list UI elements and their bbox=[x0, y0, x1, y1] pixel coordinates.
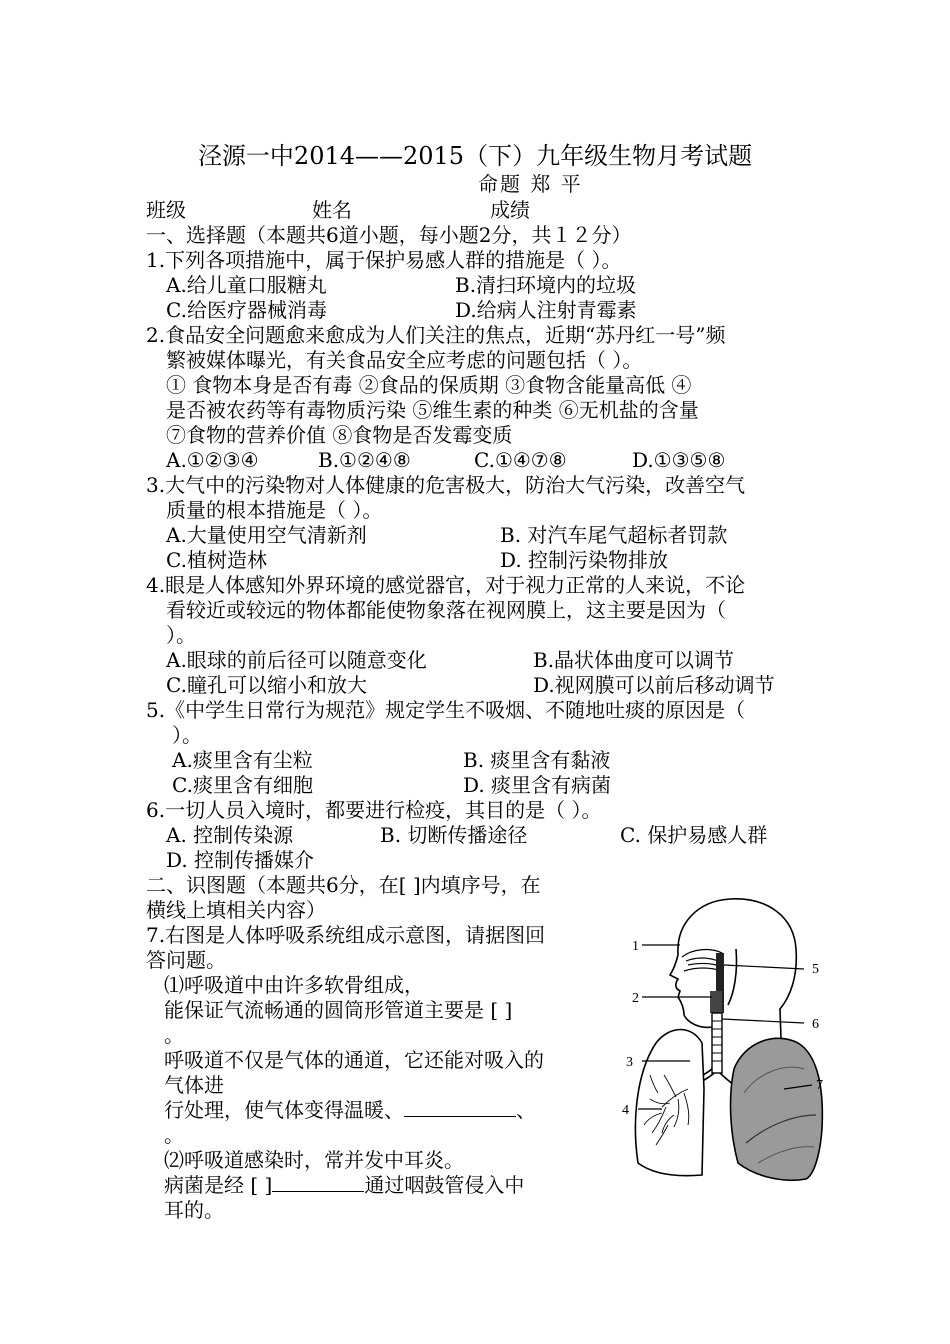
q7-part1-line6 bbox=[164, 1098, 536, 1123]
q7-part1-line3: 。 bbox=[164, 1023, 184, 1047]
q2-option-a: A.①②③④ bbox=[166, 448, 259, 472]
q6-option-a: A. 控制传染源 bbox=[166, 823, 294, 847]
diagram-label-5: 5 bbox=[812, 962, 819, 977]
diagram-label-2: 2 bbox=[632, 991, 639, 1006]
q7-stem-line1: 7.右图是人体呼吸系统组成示意图，请据图回 bbox=[146, 923, 546, 947]
q1-option-d: D.给病人注射青霉素 bbox=[455, 298, 637, 322]
q7-part2-line2-end: 通过咽鼓管侵入中 bbox=[364, 1173, 525, 1197]
q2-items-line2: 是否被农药等有毒物质污染 ⑤维生素的种类 ⑥无机盐的含量 bbox=[166, 398, 699, 422]
name-label: 姓名 bbox=[312, 198, 352, 222]
q2-option-d: D.①③⑤⑧ bbox=[632, 448, 726, 472]
left-lung bbox=[635, 1030, 704, 1176]
diagram-label-7: 7 bbox=[816, 1078, 823, 1093]
score-label: 成绩 bbox=[490, 198, 530, 222]
q6-option-b: B. 切断传播途径 bbox=[380, 823, 528, 847]
q5-option-d: D. 痰里含有病菌 bbox=[463, 773, 612, 797]
q4-stem-line2: 看较近或较远的物体都能使物象落在视网膜上，这主要是因为（ bbox=[166, 598, 726, 622]
q7-part2-line1: ⑵呼吸道感染时，常并发中耳炎。 bbox=[164, 1148, 464, 1172]
q3-option-c: C.植树造林 bbox=[166, 548, 267, 572]
q7-part2-line2 bbox=[164, 1173, 524, 1198]
q2-option-c: C.①④⑦⑧ bbox=[474, 448, 567, 472]
q5-option-b: B. 痰里含有黏液 bbox=[463, 748, 611, 772]
diagram-label-6: 6 bbox=[812, 1017, 819, 1032]
q3-option-a: A.大量使用空气清新剂 bbox=[166, 523, 367, 547]
q6-stem: 6.一切人员入境时，都要进行检疫，其目的是（ ）。 bbox=[146, 798, 602, 822]
q5-option-c: C.痰里含有细胞 bbox=[172, 773, 313, 797]
q7-part1-line1: ⑴呼吸道中由许多软骨组成， bbox=[164, 973, 424, 997]
class-label: 班级 bbox=[146, 198, 186, 222]
q4-option-a: A.眼球的前后径可以随意变化 bbox=[166, 648, 427, 672]
q7-part2-line3: 耳的。 bbox=[164, 1198, 224, 1222]
diagram-label-4: 4 bbox=[622, 1103, 629, 1118]
q7-stem-line2: 答问题。 bbox=[146, 948, 226, 972]
respiratory-system-diagram bbox=[618, 893, 836, 1185]
diagram-label-3: 3 bbox=[626, 1055, 633, 1070]
q3-stem-line1: 3.大气中的污染物对人体健康的危害极大，防治大气污染，改善空气 bbox=[146, 473, 746, 497]
right-lung bbox=[731, 1038, 823, 1180]
q7-part1-line6-text: 行处理，使气体变得温暖、 bbox=[164, 1098, 404, 1122]
q5-stem-line2: ）。 bbox=[172, 723, 202, 747]
q7-part1-line6-end: 、 bbox=[516, 1098, 536, 1122]
exam-title: 泾源一中2014——2015（下）九年级生物月考试题 bbox=[197, 142, 753, 170]
q1-option-a: A.给儿童口服糖丸 bbox=[166, 273, 327, 297]
answer-blank-2[interactable] bbox=[272, 1173, 364, 1192]
q1-option-c: C.给医疗器械消毒 bbox=[166, 298, 327, 322]
pharynx-larynx bbox=[710, 953, 724, 1013]
q4-option-b: B.晶状体曲度可以调节 bbox=[533, 648, 735, 672]
q7-part2-line2-start: 病菌是经 [ ] bbox=[164, 1173, 273, 1197]
q5-option-a: A.痰里含有尘粒 bbox=[172, 748, 313, 772]
diagram-label-1: 1 bbox=[632, 939, 639, 954]
section2-heading-line2: 横线上填相关内容） bbox=[146, 898, 326, 922]
section1-heading: 一、选择题（本题共6道小题，每小题2分，共１２分） bbox=[146, 223, 632, 247]
q2-items-line1: ① 食物本身是否有毒 ②食品的保质期 ③食物含能量高低 ④ bbox=[166, 373, 692, 397]
q1-stem: 1.下列各项措施中，属于保护易感人群的措施是（ ）。 bbox=[146, 248, 622, 272]
q7-part1-line5: 气体进 bbox=[164, 1073, 224, 1097]
q2-stem-line1: 2.食品安全问题愈来愈成为人们关注的焦点，近期“苏丹红一号”频 bbox=[146, 323, 726, 347]
q7-part1-line2: 能保证气流畅通的圆筒形管道主要是 [ ] bbox=[164, 998, 513, 1022]
q4-stem-line1: 4.眼是人体感知外界环境的感觉器官，对于视力正常的人来说，不论 bbox=[146, 573, 746, 597]
trachea bbox=[712, 1013, 722, 1073]
q7-part1-line4: 呼吸道不仅是气体的通道，它还能对吸入的 bbox=[164, 1048, 544, 1072]
section2-heading-line1: 二、识图题（本题共6分，在[ ]内填序号，在 bbox=[146, 873, 541, 897]
q5-stem-line1: 5.《中学生日常行为规范》规定学生不吸烟、不随地吐痰的原因是（ bbox=[146, 698, 746, 722]
q4-option-c: C.瞳孔可以缩小和放大 bbox=[166, 673, 367, 697]
q3-option-d: D. 控制污染物排放 bbox=[500, 548, 669, 572]
q4-stem-line3: ）。 bbox=[166, 623, 196, 647]
answer-blank-1[interactable] bbox=[404, 1098, 516, 1117]
author-line: 命题 郑 平 bbox=[478, 172, 583, 196]
q1-option-b: B.清扫环境内的垃圾 bbox=[455, 273, 637, 297]
q3-stem-line2: 质量的根本措施是（ ）。 bbox=[166, 498, 383, 522]
q3-option-b: B. 对汽车尾气超标者罚款 bbox=[500, 523, 728, 547]
q2-option-b: B.①②④⑧ bbox=[318, 448, 411, 472]
q6-option-d: D. 控制传播媒介 bbox=[166, 848, 315, 872]
q7-part1-line7: 。 bbox=[164, 1123, 184, 1147]
q6-option-c: C. 保护易感人群 bbox=[620, 823, 768, 847]
q2-items-line3: ⑦食物的营养价值 ⑧食物是否发霉变质 bbox=[166, 423, 513, 447]
q2-stem-line2: 繁被媒体曝光，有关食品安全应考虑的问题包括（ ）。 bbox=[166, 348, 643, 372]
q4-option-d: D.视网膜可以前后移动调节 bbox=[533, 673, 775, 697]
